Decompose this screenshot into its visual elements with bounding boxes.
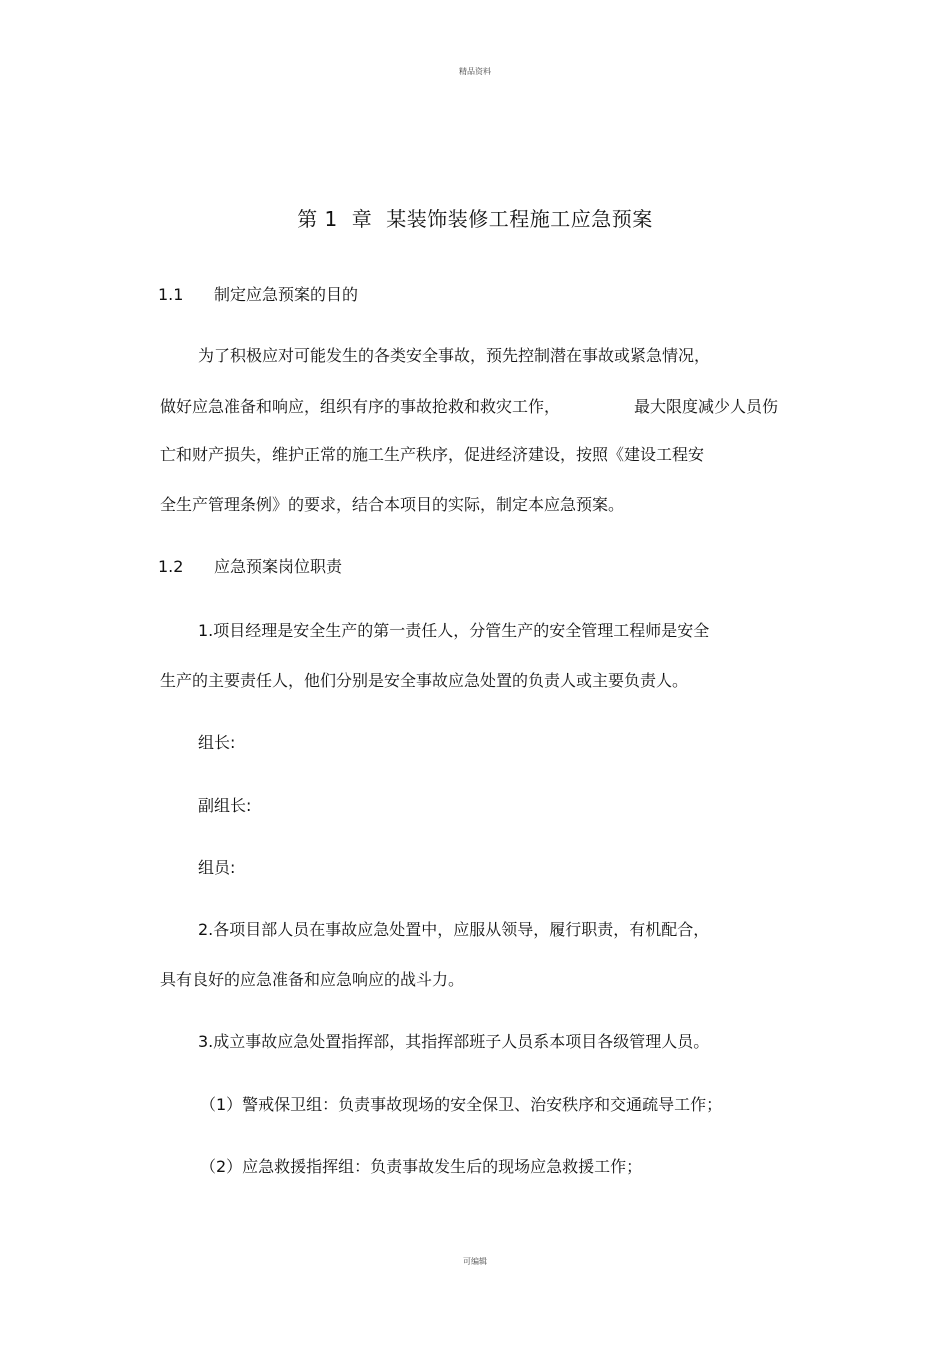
paragraph-line: 生产的主要责任人，他们分别是安全事故应急处置的负责人或主要负责人。 [160,671,689,690]
section-title: 制定应急预案的目的 [214,285,359,304]
roster-label-deputy: 副组长: [198,796,252,815]
section-number: 1.2 [158,557,184,576]
list-item: （1）警戒保卫组：负责事故现场的安全保卫、治安秩序和交通疏导工作； [200,1095,723,1114]
chapter-prefix: 第 1 [297,207,338,231]
chapter-title [0,203,950,232]
page-header-mark: 精品资料 [459,67,491,76]
paragraph-line: 具有良好的应急准备和应急响应的战斗力。 [160,970,465,989]
paragraph-line: 亡和财产损失，维护正常的施工生产秩序，促进经济建设，按照《建设工程安 [160,445,705,464]
paragraph-line: 2.各项目部人员在事故应急处置中，应服从领导，履行职责，有机配合， [198,920,710,939]
paragraph-line: 3.成立事故应急处置指挥部，其指挥部班子人员系本项目各级管理人员。 [198,1032,710,1051]
page-footer-mark: 可编辑 [463,1257,487,1266]
section-heading-1-1 [158,282,358,305]
section-title: 应急预案岗位职责 [214,557,343,576]
paragraph-line: 最大限度减少人员伤 [634,397,779,416]
list-item: （2）应急救援指挥组：负责事故发生后的现场应急救援工作； [200,1157,643,1176]
roster-label-leader: 组长: [198,733,236,752]
paragraph-line: 全生产管理条例》的要求，结合本项目的实际，制定本应急预案。 [160,495,625,514]
roster-label-members: 组员: [198,858,236,877]
chapter-word: 章 [351,207,373,231]
paragraph-line: 做好应急准备和响应，组织有序的事故抢救和救灾工作， [160,397,561,416]
section-heading-1-2 [158,554,342,577]
paragraph-line: 1.项目经理是安全生产的第一责任人，分管生产的安全管理工程师是安全 [198,621,710,640]
section-number: 1.1 [158,285,184,304]
paragraph-line: 为了积极应对可能发生的各类安全事故，预先控制潜在事故或紧急情况， [198,346,711,365]
chapter-name: 某装饰装修工程施工应急预案 [386,207,653,231]
